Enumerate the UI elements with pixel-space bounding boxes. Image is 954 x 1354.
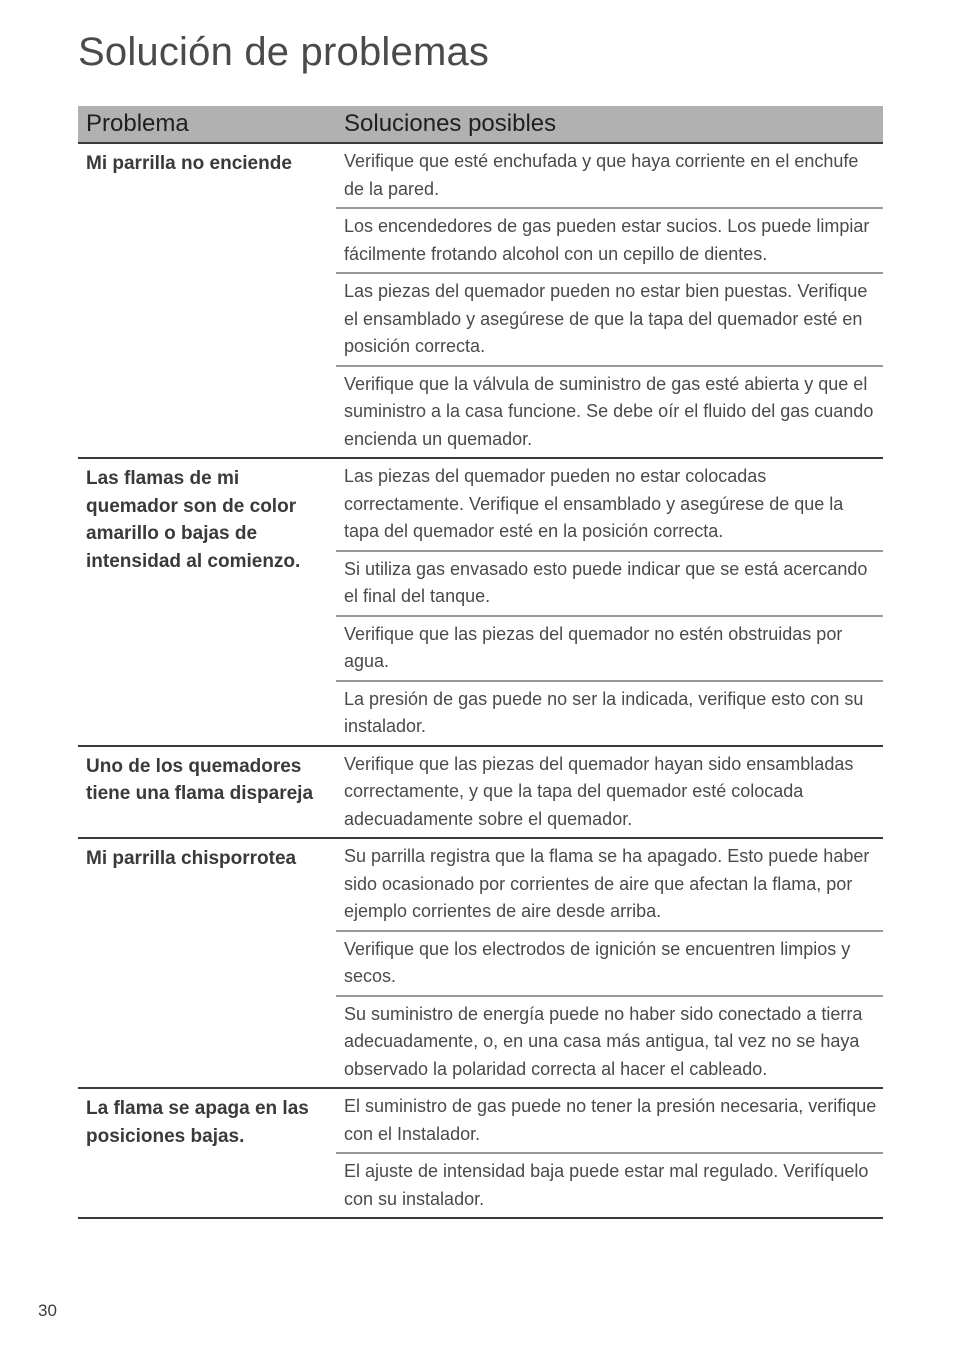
solutions-list bbox=[336, 144, 883, 457]
header-problem: Problema bbox=[86, 110, 189, 137]
solution-item: Su parrilla registra que la flama se ha apagado. Esto puede haber sido ocasionado por corrientes de aire que afectan la flama, por ejemplo corrientes de aire desde arriba. bbox=[344, 846, 870, 921]
solution-item: La presión de gas puede no ser la indicada, verifique esto con su instalador. bbox=[336, 680, 883, 745]
solutions-list bbox=[336, 839, 883, 1087]
header-solutions: Soluciones posibles bbox=[344, 110, 557, 137]
problem-label: Uno de los quemadores tiene una flama dispareja bbox=[86, 755, 314, 804]
solutions-list bbox=[336, 459, 883, 745]
problem-group bbox=[78, 459, 883, 747]
solutions-list bbox=[336, 747, 883, 838]
problem-label: Mi parrilla chisporrotea bbox=[86, 848, 297, 869]
solution-item: Las piezas del quemador pueden no estar colocadas correctamente. Verifique el ensamblado y asegúrese de que la tapa del quemador esté en la posición correcta. bbox=[344, 466, 844, 541]
solution-item: Su suministro de energía puede no haber sido conectado a tierra adecuadamente, o, en una casa más antigua, tal vez no se haya observado la polaridad correcta al hacer el cableado. bbox=[336, 995, 883, 1088]
page-title: Solución de problemas bbox=[78, 30, 490, 74]
troubleshooting-table bbox=[78, 106, 883, 1219]
problem-label: Mi parrilla no enciende bbox=[86, 153, 292, 174]
solution-item: Verifique que los electrodos de ignición se encuentren limpios y secos. bbox=[336, 930, 883, 995]
solution-item: El suministro de gas puede no tener la presión necesaria, verifique con el Instalador. bbox=[344, 1096, 877, 1144]
problem-group bbox=[78, 839, 883, 1089]
page-number: 30 bbox=[38, 1301, 57, 1320]
problem-group bbox=[78, 747, 883, 840]
problem-label: Las flamas de mi quemador son de color amarillo o bajas de intensidad al comienzo. bbox=[86, 468, 301, 572]
solution-item: Los encendedores de gas pueden estar sucios. Los puede limpiar fácilmente frotando alcohol con un cepillo de dientes. bbox=[336, 207, 883, 272]
solution-item: Verifique que las piezas del quemador hayan sido ensambladas correctamente, y que la tapa del quemador esté colocada adecuadamente sobre el quemador. bbox=[344, 753, 854, 829]
solution-item: Verifique que las piezas del quemador no estén obstruidas por agua. bbox=[336, 615, 883, 680]
table-header bbox=[78, 106, 883, 144]
solutions-list bbox=[336, 1089, 883, 1217]
problem-label: La flama se apaga en las posiciones bajas. bbox=[86, 1098, 309, 1147]
solution-item: El ajuste de intensidad baja puede estar mal regulado. Verifíquelo con su instalador. bbox=[336, 1152, 883, 1217]
solution-item: Verifique que la válvula de suministro de gas esté abierta y que el suministro a la casa funcione. Se debe oír el fluido del gas cuando encienda un quemador. bbox=[336, 365, 883, 458]
problem-group bbox=[78, 1089, 883, 1219]
solution-item: Las piezas del quemador pueden no estar bien puestas. Verifique el ensamblado y asegúrese de que la tapa del quemador esté en posición correcta. bbox=[336, 272, 883, 365]
solution-item: Si utiliza gas envasado esto puede indicar que se está acercando el final del tanque. bbox=[336, 550, 883, 615]
problem-group bbox=[78, 144, 883, 459]
solution-item: Verifique que esté enchufada y que haya corriente en el enchufe de la pared. bbox=[344, 151, 859, 199]
